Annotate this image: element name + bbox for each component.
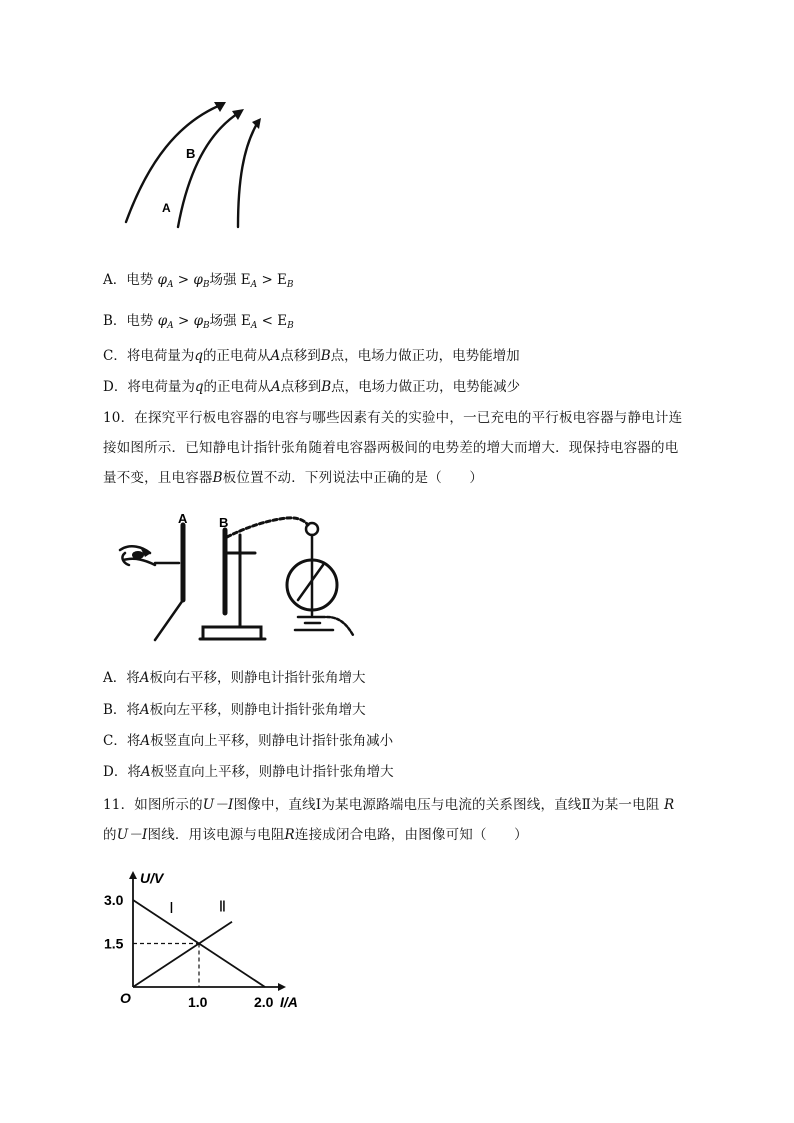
origin-label: O: [120, 990, 131, 1006]
ui-graph: [100, 865, 320, 1015]
point-b-label: B: [186, 146, 196, 161]
x-axis-arrow: [278, 983, 286, 991]
y-axis-label: U/V: [140, 870, 164, 886]
q9-option-b: B．电势 $\varphi_A > \varphi_B$场强 $E_A < E_B$: [103, 313, 294, 331]
q11-stem: 11．如图所示的U－I图像中，直线Ⅰ为某电源路端电压与电流的关系图线，直线Ⅱ为某一电阻 R 的U－I图线．用该电源与电阻R连接成闭合电路，由图像可知（ ）: [103, 797, 675, 843]
field-line-3: [238, 122, 258, 227]
arrow-head-3: [252, 118, 261, 129]
x-axis-label: I/A: [280, 994, 298, 1010]
arrow-head-2: [232, 109, 244, 120]
electrometer-needle: [298, 565, 323, 600]
plate-b-label: B: [219, 515, 229, 530]
plate-a-label: A: [178, 511, 188, 526]
y-axis-arrow: [129, 871, 137, 879]
q9-option-d: D．将电荷量为q的正电荷从A点移到B点，电场力做正功，电势能减少: [103, 379, 521, 395]
q10-option-c: C．将A板竖直向上平移，则静电计指针张角减小: [103, 733, 394, 749]
q10-option-d: D．将A板竖直向上平移，则静电计指针张角增大: [103, 764, 394, 780]
field-lines-figure: [118, 92, 278, 237]
q10-option-b: B．将A板向左平移，则静电计指针张角增大: [103, 702, 366, 718]
plate-a-ground-wire: [155, 600, 183, 640]
series-name-label: Ⅰ: [169, 900, 174, 918]
field-line-1: [126, 104, 223, 222]
series-line-2: [133, 922, 232, 987]
x-tick-label: 2.0: [254, 994, 274, 1010]
q9-option-a: A．电势 $\varphi_A > \varphi_B$场强 $E_A > E_B$: [103, 272, 294, 290]
y-tick-label: 1.5: [104, 935, 124, 952]
q9-option-c: C．将电荷量为q的正电荷从A点移到B点，电场力做正功，电势能增加: [103, 348, 520, 364]
electrometer-ground-wire: [327, 617, 353, 635]
stand-base: [203, 627, 261, 639]
q10-stem: 10．在探究平行板电容器的电容与哪些因素有关的实验中，一已充电的平行板电容器与静电计连 接如图所示．已知静电计指针张角随着电容器两极间的电势差的增大而增大．现保持电容器的电 量不变，且电容器B板位置不动．下列说法中正确的是（ ）: [103, 410, 683, 486]
electrometer-knob: [306, 523, 318, 535]
point-a-label: A: [162, 201, 171, 215]
y-tick-label: 3.0: [104, 892, 124, 908]
capacitor-electrometer-figure: [115, 505, 370, 650]
series-name-label: Ⅱ: [218, 898, 227, 916]
electrometer-legs: [295, 617, 333, 630]
field-line-2: [178, 112, 240, 227]
x-tick-label: 1.0: [188, 994, 208, 1010]
q10-option-a: A．将A板向右平移，则静电计指针张角增大: [103, 670, 366, 686]
